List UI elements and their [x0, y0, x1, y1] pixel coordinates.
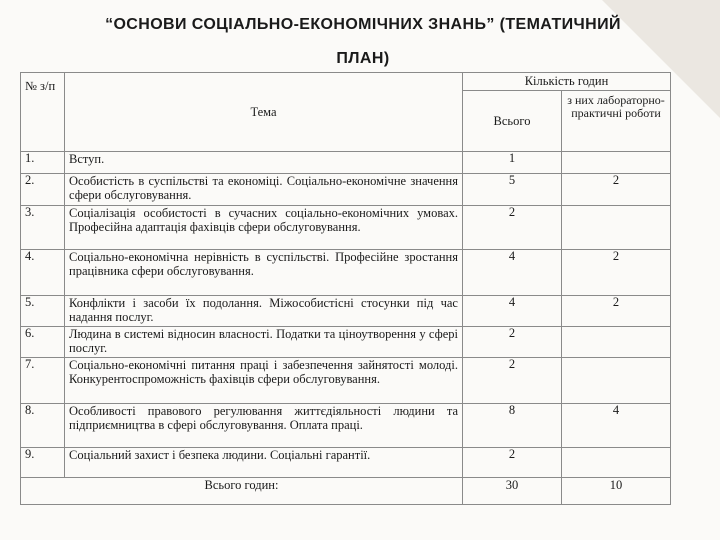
row-lab-hours — [562, 448, 671, 478]
row-topic: Особливості правового регулювання життєдіяльності людини та підприємництва в сфері обслуговування. Оплата праці. — [65, 404, 463, 448]
header-total: Всього — [463, 91, 562, 152]
row-lab-hours: 2 — [562, 296, 671, 327]
page-title — [28, 8, 698, 76]
row-total-hours: 1 — [463, 152, 562, 174]
table-row — [21, 174, 671, 206]
total-lab-hours: 10 — [562, 478, 671, 505]
page-title-line-1: “ОСНОВИ СОЦІАЛЬНО-ЕКОНОМІЧНИХ ЗНАНЬ” (ТЕМАТИЧНИЙ — [105, 16, 621, 33]
row-number: 5. — [21, 296, 65, 327]
total-label: Всього годин: — [21, 478, 463, 505]
row-total-hours: 2 — [463, 206, 562, 250]
thematic-plan-table — [20, 72, 671, 505]
header-lab-works: з них лабораторно-практичні роботи — [562, 91, 671, 152]
table-row — [21, 206, 671, 250]
row-number: 3. — [21, 206, 65, 250]
row-total-hours: 5 — [463, 174, 562, 206]
row-lab-hours — [562, 327, 671, 358]
row-number: 2. — [21, 174, 65, 206]
row-topic: Людина в системі відносин власності. Податки та ціноутворення у сфері послуг. — [65, 327, 463, 358]
row-number: 7. — [21, 358, 65, 404]
row-total-hours: 2 — [463, 358, 562, 404]
row-number: 6. — [21, 327, 65, 358]
row-lab-hours: 2 — [562, 174, 671, 206]
header-topic: Тема — [65, 73, 463, 152]
table-row — [21, 404, 671, 448]
row-lab-hours — [562, 152, 671, 174]
page-title-line-2: ПЛАН) — [336, 50, 390, 67]
row-number: 4. — [21, 250, 65, 296]
table-row — [21, 448, 671, 478]
table-row — [21, 358, 671, 404]
table-row — [21, 327, 671, 358]
row-total-hours: 2 — [463, 327, 562, 358]
row-total-hours: 4 — [463, 296, 562, 327]
row-lab-hours: 2 — [562, 250, 671, 296]
header-hours: Кількість годин — [463, 73, 671, 91]
header-number: № з/п — [21, 73, 65, 152]
row-lab-hours — [562, 358, 671, 404]
table-header — [21, 73, 671, 152]
row-total-hours: 8 — [463, 404, 562, 448]
row-number: 8. — [21, 404, 65, 448]
row-topic: Соціально-економічні питання праці і забезпечення зайнятості молоді. Конкурентоспроможність фахівців сфери обслуговування. — [65, 358, 463, 404]
row-topic: Вступ. — [65, 152, 463, 174]
row-number: 9. — [21, 448, 65, 478]
table-row — [21, 250, 671, 296]
row-lab-hours — [562, 206, 671, 250]
table-body — [21, 152, 671, 478]
row-topic: Соціалізація особистості в сучасних соціально-економічних умовах. Професійна адаптація фахівців сфери обслуговування. — [65, 206, 463, 250]
row-topic: Соціально-економічна нерівність в суспільстві. Професійне зростання працівника сфери обслуговування. — [65, 250, 463, 296]
row-topic: Особистість в суспільстві та економіці. Соціально-економічне значення сфери обслуговування. — [65, 174, 463, 206]
row-total-hours: 4 — [463, 250, 562, 296]
total-row — [21, 478, 671, 505]
row-topic: Конфлікти і засоби їх подолання. Міжособистісні стосунки під час надання послуг. — [65, 296, 463, 327]
row-total-hours: 2 — [463, 448, 562, 478]
row-topic: Соціальний захист і безпека людини. Соціальні гарантії. — [65, 448, 463, 478]
row-number: 1. — [21, 152, 65, 174]
row-lab-hours: 4 — [562, 404, 671, 448]
table-row — [21, 152, 671, 174]
total-hours: 30 — [463, 478, 562, 505]
table-row — [21, 296, 671, 327]
